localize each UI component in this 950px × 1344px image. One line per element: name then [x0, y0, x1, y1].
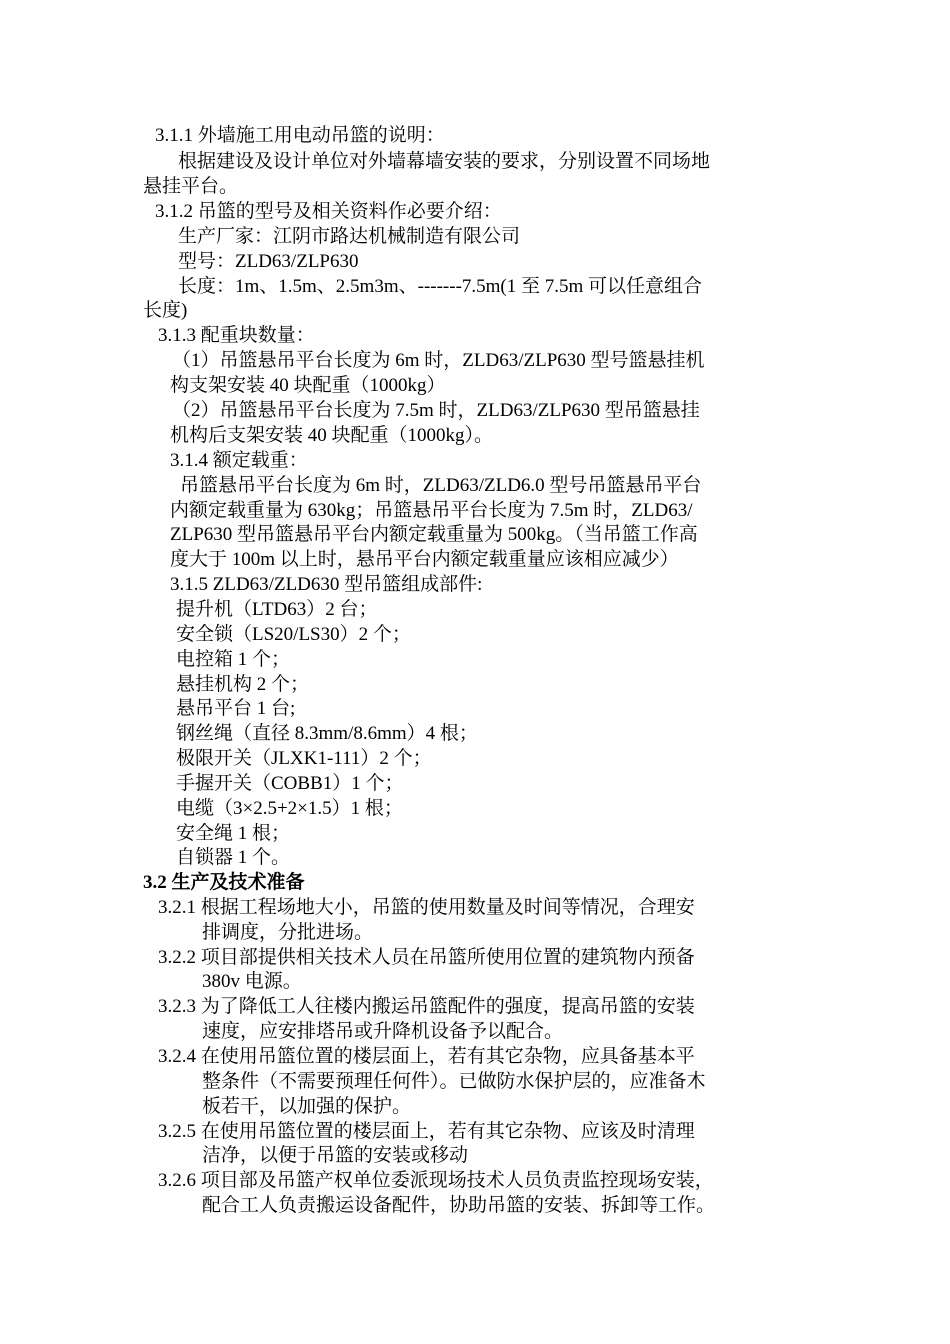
section-3-1-3-heading: 3.1.3 配重块数量： — [158, 325, 315, 346]
prep-item-4-line-2: 整条件（不需要预理任何件）。已做防水保护层的，应准备木 — [202, 1071, 706, 1092]
section-3-1-1-paragraph-line-1: 根据建设及设计单位对外墙幕墙安装的要求，分别设置不同场地 — [178, 151, 711, 172]
prep-item-4-line-1: 3.2.4 在使用吊篮位置的楼层面上，若有其它杂物，应具备基本平 — [158, 1046, 695, 1067]
counterweight-item-1-line-1: （1）吊篮悬吊平台长度为 6m 时，ZLD63/ZLP630 型号篮悬挂机 — [172, 350, 705, 371]
rated-load-line-2: 内额定载重量为 630kg；吊篮悬吊平台长度为 7.5m 时，ZLD63/ — [170, 500, 693, 521]
counterweight-item-2-line-2: 机构后支架安装 40 块配重（1000kg）。 — [170, 425, 494, 446]
part-list-item: 悬挂机构 2 个； — [176, 674, 310, 695]
section-3-1-4-heading: 3.1.4 额定载重： — [170, 450, 308, 471]
part-list-item: 自锁器 1 个。 — [176, 847, 291, 868]
prep-item-3-line-1: 3.2.3 为了降低工人往楼内搬运吊篮配件的强度，提高吊篮的安装 — [158, 996, 695, 1017]
part-list-item: 钢丝绳（直径 8.3mm/8.6mm）4 根； — [176, 723, 478, 744]
part-list-item: 安全绳 1 根； — [176, 823, 291, 844]
length-line-1: 长度：1m、1.5m、2.5m3m、-------7.5m(1 至 7.5m 可以任意组合 — [178, 276, 703, 297]
prep-item-1-line-1: 3.2.1 根据工程场地大小，吊篮的使用数量及时间等情况，合理安 — [158, 897, 695, 918]
counterweight-item-2-line-1: （2）吊篮悬吊平台长度为 7.5m 时，ZLD63/ZLP630 型吊篮悬挂 — [172, 400, 700, 421]
manufacturer-line: 生产厂家：江阴市路达机械制造有限公司 — [178, 226, 521, 247]
prep-item-1-line-2: 排调度，分批进场。 — [202, 922, 374, 943]
rated-load-line-3: ZLP630 型吊篮悬吊平台内额定载重量为 500kg。（当吊篮工作高 — [170, 524, 698, 545]
section-3-1-1-paragraph-line-2: 悬挂平台。 — [143, 176, 239, 197]
part-list-item: 电控箱 1 个； — [176, 649, 291, 670]
section-3-2-heading: 3.2 生产及技术准备 — [143, 872, 305, 893]
section-3-1-2-heading: 3.1.2 吊篮的型号及相关资料作必要介绍： — [155, 201, 502, 222]
prep-item-6-line-1: 3.2.6 项目部及吊篮产权单位委派现场技术人员负责监控现场安装， — [158, 1170, 714, 1191]
prep-item-4-line-3: 板若干，以加强的保护。 — [202, 1096, 412, 1117]
part-list-item: 手握开关（COBB1）1 个； — [176, 773, 404, 794]
section-3-1-5-heading: 3.1.5 ZLD63/ZLD630 型吊篮组成部件: — [170, 574, 483, 595]
section-3-1-1-heading: 3.1.1 外墙施工用电动吊篮的说明： — [155, 125, 445, 146]
part-list-item: 电缆（3×2.5+2×1.5）1 根； — [176, 798, 403, 819]
prep-item-5-line-2: 洁净，以便于吊篮的安装或移动 — [202, 1145, 469, 1166]
prep-item-3-line-2: 速度，应安排塔吊或升降机设备予以配合。 — [202, 1021, 564, 1042]
counterweight-item-1-line-2: 构支架安装 40 块配重（1000kg） — [170, 375, 446, 396]
prep-item-2-line-1: 3.2.2 项目部提供相关技术人员在吊篮所使用位置的建筑物内预备 — [158, 947, 695, 968]
rated-load-line-4: 度大于 100m 以上时，悬吊平台内额定载重量应该相应减少） — [170, 549, 679, 570]
prep-item-2-line-2: 380v 电源。 — [202, 971, 302, 992]
rated-load-line-1: 吊篮悬吊平台长度为 6m 时，ZLD63/ZLD6.0 型号吊篮悬吊平台 — [180, 475, 702, 496]
prep-item-6-line-2: 配合工人负责搬运设备配件，协助吊篮的安装、拆卸等工作。 — [202, 1195, 716, 1216]
part-list-item: 极限开关（JLXK1-111）2 个； — [176, 748, 432, 769]
model-line: 型号：ZLD63/ZLP630 — [178, 251, 359, 272]
part-list-item: 悬吊平台 1 台; — [176, 698, 296, 719]
length-line-2: 长度) — [143, 300, 188, 321]
part-list-item: 安全锁（LS20/LS30）2 个； — [176, 624, 411, 645]
part-list-item: 提升机（LTD63）2 台； — [176, 599, 378, 620]
prep-item-5-line-1: 3.2.5 在使用吊篮位置的楼层面上，若有其它杂物、应该及时清理 — [158, 1121, 695, 1142]
